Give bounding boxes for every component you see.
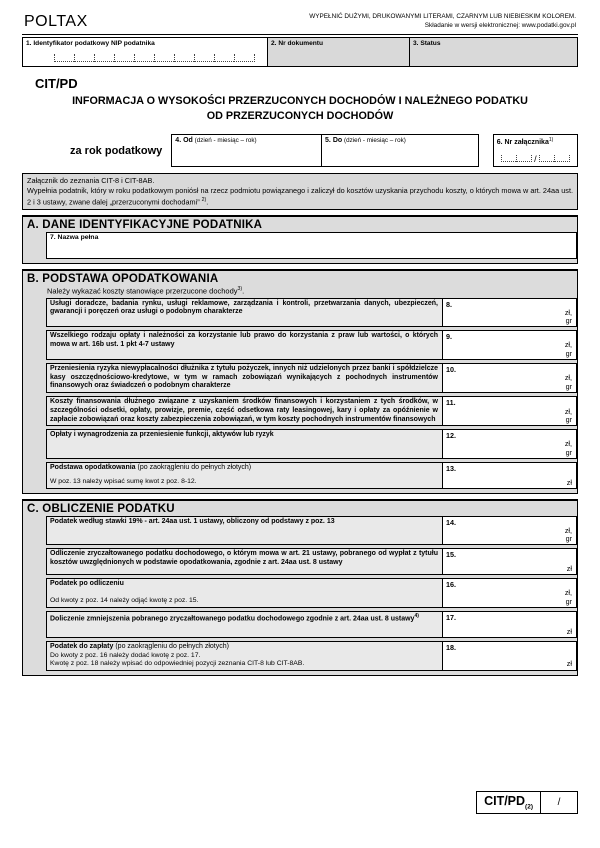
row-label: Usługi doradcze, badania rynku, usługi reklamowe, zarządzania i kontroli, przetwarzania danych, ubezpieczeń, gwarancji i poręczeń oraz usługi o podobnym charakterze	[50, 299, 438, 316]
comb-cell	[234, 54, 255, 62]
date-to-field[interactable]	[322, 134, 479, 167]
form-title	[22, 94, 578, 123]
attachment-number-comb-input[interactable]	[497, 154, 574, 165]
row-number: 11.	[446, 398, 456, 408]
status-field[interactable]	[410, 38, 577, 66]
row-number: 13.	[446, 463, 456, 473]
row-label-cell	[47, 549, 443, 574]
comb-cell	[174, 54, 194, 62]
amount-input-cell[interactable]	[443, 331, 576, 359]
section-c	[22, 499, 578, 676]
tax-year-row	[22, 134, 578, 167]
amount-input-cell[interactable]	[443, 364, 576, 392]
full-name-field[interactable]	[46, 232, 577, 259]
form-title-line2: OD PRZERZUCONYCH DOCHODÓW	[206, 109, 394, 122]
amount-units: zł, gr	[564, 588, 572, 606]
document-number-field[interactable]	[268, 38, 410, 66]
amount-input-cell[interactable]	[443, 397, 576, 425]
attachment-comb-right[interactable]	[539, 155, 570, 162]
nip-comb-input[interactable]	[54, 54, 264, 62]
date-to-label: 5. Do	[325, 137, 343, 145]
poltax-logo: POLTAX	[24, 13, 88, 30]
comb-cell	[54, 54, 74, 62]
row-label-cell	[47, 364, 443, 392]
attachment-comb-left[interactable]	[501, 155, 532, 162]
form-row	[46, 330, 577, 360]
row-note: Do kwoty z poz. 16 należy dodać kwotę z poz. 17. Kwotę z poz. 18 należy wpisać do odpowiedniej pozycji zeznania CIT-8 lub CIT-8AB.	[50, 651, 305, 668]
fill-instruction-line2: Składanie w wersji elektronicznej: www.podatki.gov.pl	[424, 22, 576, 30]
amount-input-cell[interactable]	[443, 642, 576, 670]
amount-units: zł	[566, 477, 572, 487]
date-from-hint: (dzień - miesiąc – rok)	[194, 137, 257, 145]
form-row	[46, 548, 577, 575]
amount-units: zł, gr	[564, 307, 572, 325]
amount-units: zł	[566, 659, 572, 669]
amount-input-cell[interactable]	[443, 463, 576, 488]
row-label-cell	[47, 397, 443, 425]
nip-field-label: 1. Identyfikator podatkowy NIP podatnika	[26, 40, 155, 47]
row-number: 10.	[446, 364, 456, 374]
amount-units: zł, gr	[564, 406, 572, 424]
row-number: 12.	[446, 431, 456, 441]
comb-cell	[94, 54, 114, 62]
date-to-hint: (dzień - miesiąc – rok)	[343, 137, 406, 145]
row-number: 14.	[446, 517, 456, 527]
section-c-title: C. OBLICZENIE PODATKU	[27, 502, 175, 515]
amount-units: zł, gr	[564, 525, 572, 544]
document-number-label: 2. Nr dokumentu	[271, 40, 324, 47]
row-label-cell	[47, 642, 443, 670]
page-footer	[476, 791, 578, 815]
row-label-cell	[47, 430, 443, 458]
attachment-number-field[interactable]	[493, 134, 578, 167]
row-note: W poz. 13 należy wpisać sumę kwot z poz. 8-12.	[50, 478, 197, 486]
amount-units: zł	[566, 626, 572, 636]
section-b-rows	[46, 298, 577, 489]
row-label: Podatek według stawki 19% - art. 24aa ust. 1 ustawy, obliczony od podstawy z poz. 13	[50, 517, 335, 525]
form-title-line1: INFORMACJA O WYSOKOŚCI PRZERZUCONYCH DOCHODÓW I NALEŻNEGO PODATKU	[72, 95, 528, 107]
row-number: 9.	[446, 332, 452, 342]
row-label-cell	[47, 299, 443, 327]
row-number: 17.	[446, 612, 456, 622]
comb-cell	[501, 155, 516, 162]
fill-instruction-line1: WYPEŁNIĆ DUŻYMI, DRUKOWANYMI LITERAMI, CZARNYM LUB NIEBIESKIM KOLOREM.	[309, 13, 576, 21]
tax-year-label: za rok podatkowy	[70, 144, 163, 157]
row-number: 15.	[446, 550, 456, 560]
amount-input-cell[interactable]	[443, 299, 576, 327]
amount-units: zł	[566, 564, 572, 574]
section-b-subtitle: Należy wykazać koszty stanowiące przerzucone dochody$^{3)}$.	[47, 286, 245, 296]
comb-cell	[114, 54, 134, 62]
amount-units: zł, gr	[564, 439, 572, 457]
row-number: 8.	[446, 299, 452, 309]
row-number: 18.	[446, 642, 456, 652]
top-bar	[22, 0, 578, 35]
row-label-cell	[47, 579, 443, 607]
comb-cell	[74, 54, 94, 62]
amount-units: zł, gr	[564, 340, 572, 358]
comb-cell	[214, 54, 234, 62]
amount-input-cell[interactable]	[443, 579, 576, 607]
row-label-cell	[47, 331, 443, 359]
comb-cell	[554, 155, 570, 162]
footer-form-code: CIT/$PD_{(2)}$	[477, 792, 541, 814]
attachment-note	[22, 173, 578, 210]
row-label: Podatek do zapłaty (po zaokrągleniu do pełnych złotych)	[50, 642, 229, 650]
row-label: Koszty finansowania dłużnego związane z uzyskaniem środków finansowych i korzystaniem z tych środków, w szczególności odsetki, opłaty, prowizje, premie, część odsetkowa raty leasingowej, kary i opłaty za opóźnienie w zapłacie zobowiązań oraz koszty zabezpieczenia zobowiązań, w tym koszty pochodnych instrumentów finansowych	[50, 398, 438, 423]
form-row	[46, 516, 577, 546]
footnote-marker-1: 1)	[548, 137, 554, 144]
section-a-title: A. DANE IDENTYFIKACYJNE PODATNIKA	[27, 219, 263, 232]
form-row	[46, 298, 577, 328]
status-label: 3. Status	[413, 40, 441, 47]
comb-cell	[134, 54, 154, 62]
row-note: Od kwoty z poz. 14 należy odjąć kwotę z poz. 15.	[50, 597, 199, 605]
row-label: Wszelkiego rodzaju opłaty i należności za korzystanie lub prawo do korzystania z praw lub wartości, o których mowa w art. 16b ust. 1 pkt 4-7 ustawy	[50, 332, 438, 348]
row-label: Podatek po odliczeniu	[50, 580, 124, 588]
row-label-cell	[47, 517, 443, 545]
amount-input-cell[interactable]	[443, 517, 576, 545]
row-number: 16.	[446, 580, 456, 590]
amount-input-cell[interactable]	[443, 612, 576, 637]
form-row	[46, 396, 577, 426]
document-id-row	[22, 37, 578, 67]
form-code-heading: CIT/PD	[35, 76, 78, 91]
attachment-number-label: 6. Nr załącznika	[496, 139, 549, 147]
row-label: Odliczenie zryczałtowanego podatku dochodowego, o którym mowa w art. 21 ustawy, pobranego od wypłat z tytułu kosztów uwzględnionych w podstawie opodatkowania, zgodnie z art. 24aa ust. 8 ustawy	[50, 550, 438, 567]
form-row	[46, 611, 577, 638]
comb-cell	[539, 155, 554, 162]
footer-form-version: (2)	[525, 803, 533, 810]
full-name-label: 7. Nazwa pełna	[50, 234, 99, 242]
section-b	[22, 269, 578, 494]
attachment-comb-slash: /	[534, 154, 537, 165]
form-row	[46, 578, 577, 608]
row-label-cell	[47, 463, 443, 488]
form-row	[46, 363, 577, 393]
nip-field[interactable]	[23, 38, 268, 66]
comb-cell	[516, 155, 532, 162]
form-row	[46, 462, 577, 489]
amount-input-cell[interactable]	[443, 430, 576, 458]
amount-input-cell[interactable]	[443, 549, 576, 574]
form-row	[46, 641, 577, 671]
section-c-rows	[46, 516, 577, 671]
date-from-label: 4. Od	[175, 137, 193, 145]
row-label: Doliczenie zmniejszenia pobranego zryczałtowanego podatku dochodowego zgodnie z art. 24aa ust. 8 ustawy$^{4)}$	[50, 612, 419, 623]
comb-cell	[194, 54, 214, 62]
row-label: Podstawa opodatkowania (po zaokrągleniu do pełnych złotych)	[50, 463, 252, 471]
form-row	[46, 429, 577, 459]
row-label: Opłaty i wynagrodzenia za przeniesienie funkcji, aktywów lub ryzyk	[50, 431, 274, 439]
attachment-note-line1: Załącznik do zeznania CIT-8 i CIT-8AB.	[27, 176, 155, 186]
attachment-note-line2: Wypełnia podatnik, który w roku podatkowym poniósł na rzecz podmiotu powiązanego i zaliczył do kosztów uzyskania przychodu koszty, o których mowa w art. 24aa ust. 2 i 3 ustawy, zwane dalej „przerzuconymi dochodami” $^{2)}$.	[27, 186, 573, 206]
fill-instructions	[309, 13, 576, 31]
footer-page-number-field[interactable]: /	[557, 796, 561, 808]
amount-units: zł, gr	[564, 373, 572, 391]
section-b-title: B. PODSTAWA OPODATKOWANIA	[27, 273, 219, 286]
row-label-cell	[47, 612, 443, 637]
row-label: Przeniesienia ryzyka niewypłacalności dłużnika z tytułu pożyczek, innych niż udzielonych przez banki i spółdzielcze kasy oszczędnościowo-kredytowe, w tym w ramach zobowiązań wynikających z pochodnych instrumentów finansowych oraz świadczeń o podobnym charakterze	[50, 364, 438, 390]
comb-cell	[154, 54, 174, 62]
date-from-field[interactable]	[171, 134, 322, 167]
section-a	[22, 215, 578, 264]
